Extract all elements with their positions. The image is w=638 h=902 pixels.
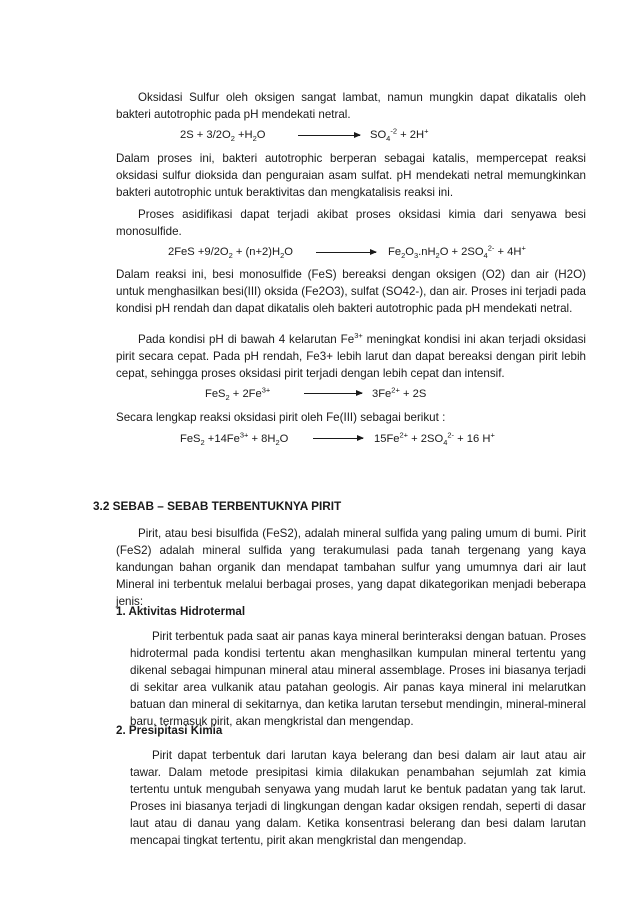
equation-fes-oxidation: $2FeS +9/2O_2 + (n+2)H_2O$ — [168, 246, 293, 261]
reaction-arrow-icon — [313, 438, 363, 439]
reaction-arrow-icon — [298, 135, 360, 136]
equation-pyrite-complete-products: $15Fe^{2+} + 2SO_4^{2-} + 16$ H+ — [374, 430, 495, 448]
equation-sulfur-products: $SO_4^{-2} + 2H^+$ — [370, 126, 429, 144]
equation-fes-products: $Fe_2O_3.nH_2O + 2SO_4^{2-} + 4H^+$ — [388, 243, 526, 261]
equation-pyrite-fe3: $FeS_2 + 2Fe^{3+}$ — [205, 385, 271, 403]
equation-pyrite-fe3-products: $3Fe^{2+} + 2S$ — [372, 385, 427, 400]
equation-sulfur: $2S + 3/2O_2 +H_2O$ — [180, 129, 266, 144]
paragraph-pyrite-intro: Pirit, atau besi bisulfida (FeS2), adalah mineral sulfida yang paling umum di bumi. Pirit (FeS2) adalah mineral sulfida yang terakumulasi pada tanah tergenang yang kaya kandungan bahan organik dan mendapat tambahan sulfur yang umumnya dari air laut Mineral ini terbentuk melalui berbagai proses, yang dapat dikategorikan menjadi beberapa jenis: — [116, 527, 586, 608]
paragraph-acidification: Proses asidifikasi dapat terjadi akibat proses oksidasi kimia dari senyawa besi monosulfide. — [116, 208, 586, 238]
paragraph-low-ph: Pada kondisi pH di bawah 4 kelarutan $Fe^{3+}$ meningkat kondisi ini akan terjadi oksidasi pirit secara cepat. Pada pH rendah, Fe3+ lebih larut dan dapat bereaksi dengan pirit lebih cepat, sehingga proses oksidasi pirit terjadi dengan lebih cepat dan intensif. — [116, 331, 586, 380]
subheading-chemical-precipitation: 2. Presipitasi Kimia — [116, 724, 223, 737]
subheading-hydrothermal: 1. Aktivitas Hidrotermal — [116, 605, 246, 618]
paragraph-hydrothermal: Pirit terbentuk pada saat air panas kaya mineral berinteraksi dengan batuan. Proses hidrotermal pada kondisi tertentu akan menghasilkan kumpulan mineral tertentu yang dikenal sebagai himpunan mineral atau mineral assemblage. Proses ini biasanya terjadi di sekitar area vulkanik atau patahan geologis. Air panas kaya mineral ini melarutkan batuan dan mineral di sekitarnya, dan ketika larutan tersebut mendingin, mineral-mineral baru, termasuk pirit, akan mengkristal dan mengendap. — [130, 630, 586, 728]
paragraph-complete-reaction: Secara lengkap reaksi oksidasi pirit oleh Fe(III) sebagai berikut : — [116, 411, 446, 424]
section-heading: 3.2 SEBAB – SEBAB TERBENTUKNYA PIRIT — [93, 499, 342, 513]
reaction-arrow-icon — [316, 252, 376, 253]
paragraph-fes-reaction: Dalam reaksi ini, besi monosulfide (FeS) bereaksi dengan oksigen (O2) dan air (H2O) untuk menghasilkan besi(III) oksida (Fe2O3), sulfat (SO42-), dan air. Proses ini terjadi pada kondisi pH rendah dan dapat dikatalis oleh bakteri autotrophic pada pH mendekati netral. — [116, 268, 586, 315]
paragraph-bacteria-role: Dalam proses ini, bakteri autotrophic berperan sebagai katalis, mempercepat reaksi oksidasi sulfur dioksida dan penguraian asam sulfat. pH mendekati netral memungkinkan bakteri autotrophic untuk beraktivitas dan mengkatalisis reaksi ini. — [116, 152, 586, 199]
reaction-arrow-icon — [304, 393, 362, 394]
paragraph-sulfur-oxidation: Oksidasi Sulfur oleh oksigen sangat lambat, namun mungkin dapat dikatalis oleh bakteri autotrophic pada pH mendekati netral. — [116, 91, 586, 121]
paragraph-chemical-precipitation: Pirit dapat terbentuk dari larutan kaya belerang dan besi dalam air laut atau air tawar. Dalam metode presipitasi kimia dilakukan penambahan sejumlah zat kimia tertentu untuk mengubah senyawa yang mudah larut ke bentuk padatan yang tak larut. Proses ini biasanya terjadi di lingkungan dengan kadar oksigen rendah, seperti di dasar laut atau di danau yang dalam. Ketika konsentrasi belerang dan besi dalam larutan mencapai tingkat tertentu, pirit akan mengkristal dan mengendap. — [130, 749, 586, 847]
equation-pyrite-complete: $FeS_2 +14Fe^{3+} + 8H_2O$ — [180, 430, 289, 448]
